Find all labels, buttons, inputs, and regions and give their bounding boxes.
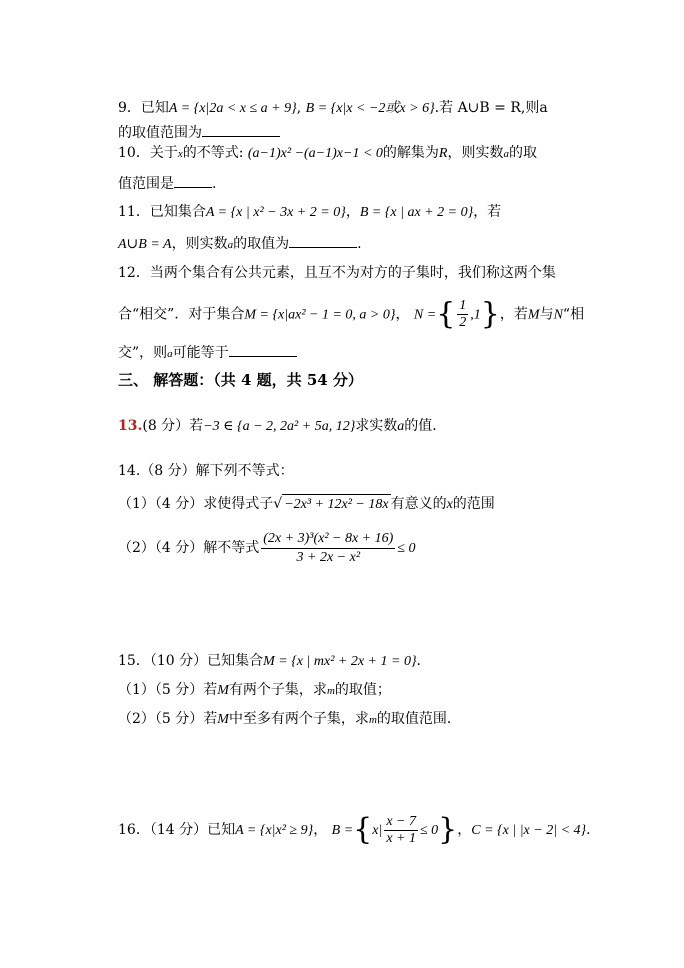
- q16-fraction: [384, 814, 418, 847]
- q15-part2: [118, 709, 461, 730]
- q10-var-a: a: [503, 148, 509, 160]
- q16-right-brace: }: [438, 812, 458, 847]
- q16-left-brace: {: [353, 812, 373, 847]
- q12-var-m: M: [527, 307, 540, 323]
- q16-frac-bot: x + 1: [386, 830, 416, 846]
- q12-text-c: ，若: [499, 306, 528, 323]
- q11-text-a: 11．已知集合: [118, 204, 206, 220]
- q9-prefix: 9．已知: [118, 100, 169, 116]
- q14-part1: [118, 494, 495, 515]
- q12-frac-bot: 2: [459, 315, 467, 330]
- q9-answer-blank[interactable]: [202, 122, 280, 137]
- q15-var-M: M: [217, 683, 229, 698]
- q15-set-m: M = {x | mx² + 2x + 1 = 0}: [263, 654, 417, 669]
- q10-answer-blank[interactable]: [174, 173, 212, 188]
- q12-left-brace: {: [436, 296, 456, 332]
- q10-inequality: (a−1)x² −(a−1)x−1 < 0: [247, 146, 383, 161]
- q14-part1-text-b: 有意义的: [390, 496, 447, 512]
- q16-line: [118, 812, 591, 849]
- q16-sep-2: ，: [457, 822, 472, 838]
- q16-set-b-var: x|: [372, 823, 383, 838]
- q12-right-brace: }: [480, 296, 500, 332]
- q10-var-x: x: [177, 148, 183, 160]
- q16-frac-top: x − 7: [386, 813, 416, 829]
- q13-number: 13.: [118, 418, 143, 434]
- q12-text-g: 可能等于: [172, 345, 229, 361]
- q15-part2-var-M: M: [217, 712, 229, 727]
- q13-text-a: (8 分）若: [142, 418, 204, 434]
- q14-part2-fraction: [261, 530, 395, 567]
- q14-part1-expr: −2x³ + 12x² − 18x: [282, 494, 390, 515]
- q15-part1: [118, 680, 391, 701]
- q12-line2: [118, 298, 584, 332]
- q16-text-a: 16．（14 分）已知: [118, 822, 236, 838]
- q12-text-d: 与: [539, 306, 554, 323]
- q12-frac-top: 1: [459, 298, 467, 313]
- q12-set-n-rest: ,1: [470, 307, 481, 323]
- q10-set-r: R: [438, 146, 448, 161]
- q12-text-b: ，: [395, 306, 410, 323]
- q14-part2-text-a: （2）（4 分）解不等式: [118, 540, 260, 556]
- q14-part1-text-a: （1）（4 分）求使得式子: [118, 496, 274, 512]
- q14-part2: [118, 528, 415, 569]
- q10-line1: [118, 143, 537, 164]
- q10-text-e: 的取: [508, 145, 537, 161]
- q15-var-m: m: [326, 685, 335, 697]
- q14-part2-denominator: 3 + 2x − x²: [296, 549, 361, 565]
- q12-text-line1: 12．当两个集合有公共元素，且互不为对方的子集时，我们称这两个集: [118, 265, 556, 281]
- q16-sep-1: ，: [313, 822, 328, 838]
- q11-line2: A∪B = A，则实数a的取值为 .: [118, 233, 362, 255]
- q15-part1-text-b: 有两个子集，求: [228, 682, 327, 698]
- q12-var-n: N: [553, 307, 563, 323]
- sqrt-icon: √: [273, 496, 283, 512]
- q12-text-e: “相: [562, 306, 585, 323]
- q9-line2: [118, 122, 280, 143]
- q11-text-d: ，则实数: [171, 236, 228, 252]
- q15-text-a: 15．（10 分）已知集合: [118, 653, 264, 669]
- q12-set-m: M = {x|ax² − 1 = 0, a > 0}: [244, 307, 396, 323]
- q14-part2-relation: ≤ 0: [397, 541, 416, 556]
- q11-text-b: ，: [345, 204, 360, 220]
- q16-end: .: [586, 822, 591, 838]
- q10-line2: 值范围是 .: [118, 173, 216, 194]
- q15-text-b: ．: [416, 653, 431, 669]
- q13-text-c: 的值．: [404, 418, 447, 434]
- q15-part2-var-m: m: [368, 714, 377, 726]
- q11-line1: [118, 202, 501, 223]
- q12-text-f: 交”，则: [118, 345, 168, 361]
- q12-text-a: 合“相交”．对于集合: [118, 306, 245, 323]
- q16-set-b-prefix: B =: [331, 823, 354, 838]
- q16-set-a: A = {x|x² ≥ 9}: [235, 823, 314, 838]
- q9-suffix: 则a: [525, 100, 548, 116]
- q15-intro: [118, 651, 431, 672]
- q10-text-a: 10．关于: [118, 145, 178, 161]
- q16-set-b-relation: ≤ 0: [419, 823, 439, 838]
- q12-answer-blank[interactable]: [229, 342, 297, 357]
- q14-var-x: x: [446, 497, 453, 512]
- q11-set-b: B = {x | ax + 2 = 0}: [359, 205, 474, 220]
- q14-part2-numerator: (2x + 3)³(x² − 8x + 16): [261, 530, 395, 549]
- q12-set-n-prefix: N =: [413, 307, 437, 323]
- q13-line: [118, 416, 446, 437]
- q9-set-a: A = {x|2a < x ≤ a + 9}: [168, 101, 297, 116]
- q12-line1: [118, 263, 556, 283]
- q12-line3: [118, 342, 297, 364]
- q15-part2-text-a: （2）（5 分）若: [118, 711, 218, 727]
- q9-set-b: B = {x|x < −2或x > 6}: [305, 101, 435, 116]
- q13-expr: −3 ∈ {a − 2, 2a² + 5a, 12}: [203, 419, 356, 434]
- q12-var-a: a: [167, 348, 173, 360]
- q12-fraction: [457, 298, 468, 331]
- q16-set-c: C = {x | |x − 2| < 4}: [471, 823, 587, 838]
- q15-part1-text-a: （1）（5 分）若: [118, 682, 218, 698]
- q11-expr: A∪B = A: [118, 237, 172, 252]
- q9-text: 的取值范围为: [118, 125, 202, 141]
- q10-text-d: ，则实数: [447, 145, 504, 161]
- q10-text-line2: 值范围是: [118, 176, 174, 192]
- q15-part2-text-b: 中至多有两个子集，求: [228, 711, 369, 727]
- q9-condition: .若 A∪B = R,: [434, 100, 526, 116]
- q13-text-b: 求实数: [355, 418, 398, 434]
- q13-var-a: a: [397, 419, 405, 434]
- q11-text-e: 的取值为: [233, 236, 290, 252]
- q15-part1-text-c: 的取值；: [334, 682, 391, 698]
- q10-text-b: 的不等式:: [182, 145, 244, 161]
- q10-text-c: 的解集为: [382, 145, 439, 161]
- q9-line1: 9．已知A = {x|2a < x ≤ a + 9}, B = {x|x < −2或x > 6}.若 A∪B = R,则a: [118, 100, 548, 116]
- q14-intro: 14.（8 分）解下列不等式：: [118, 463, 294, 479]
- q11-set-a: A = {x | x² − 3x + 2 = 0}: [205, 205, 346, 220]
- section-3-heading: 三、 解答题：（共 4 题，共 54 分）: [118, 371, 363, 389]
- q11-answer-blank[interactable]: [289, 233, 357, 248]
- q11-var-a: a: [227, 239, 234, 251]
- q14-part1-text-c: 的范围: [452, 496, 495, 512]
- q15-part2-text-c: 的取值范围．: [376, 711, 461, 727]
- q11-text-c: ，若: [473, 204, 502, 220]
